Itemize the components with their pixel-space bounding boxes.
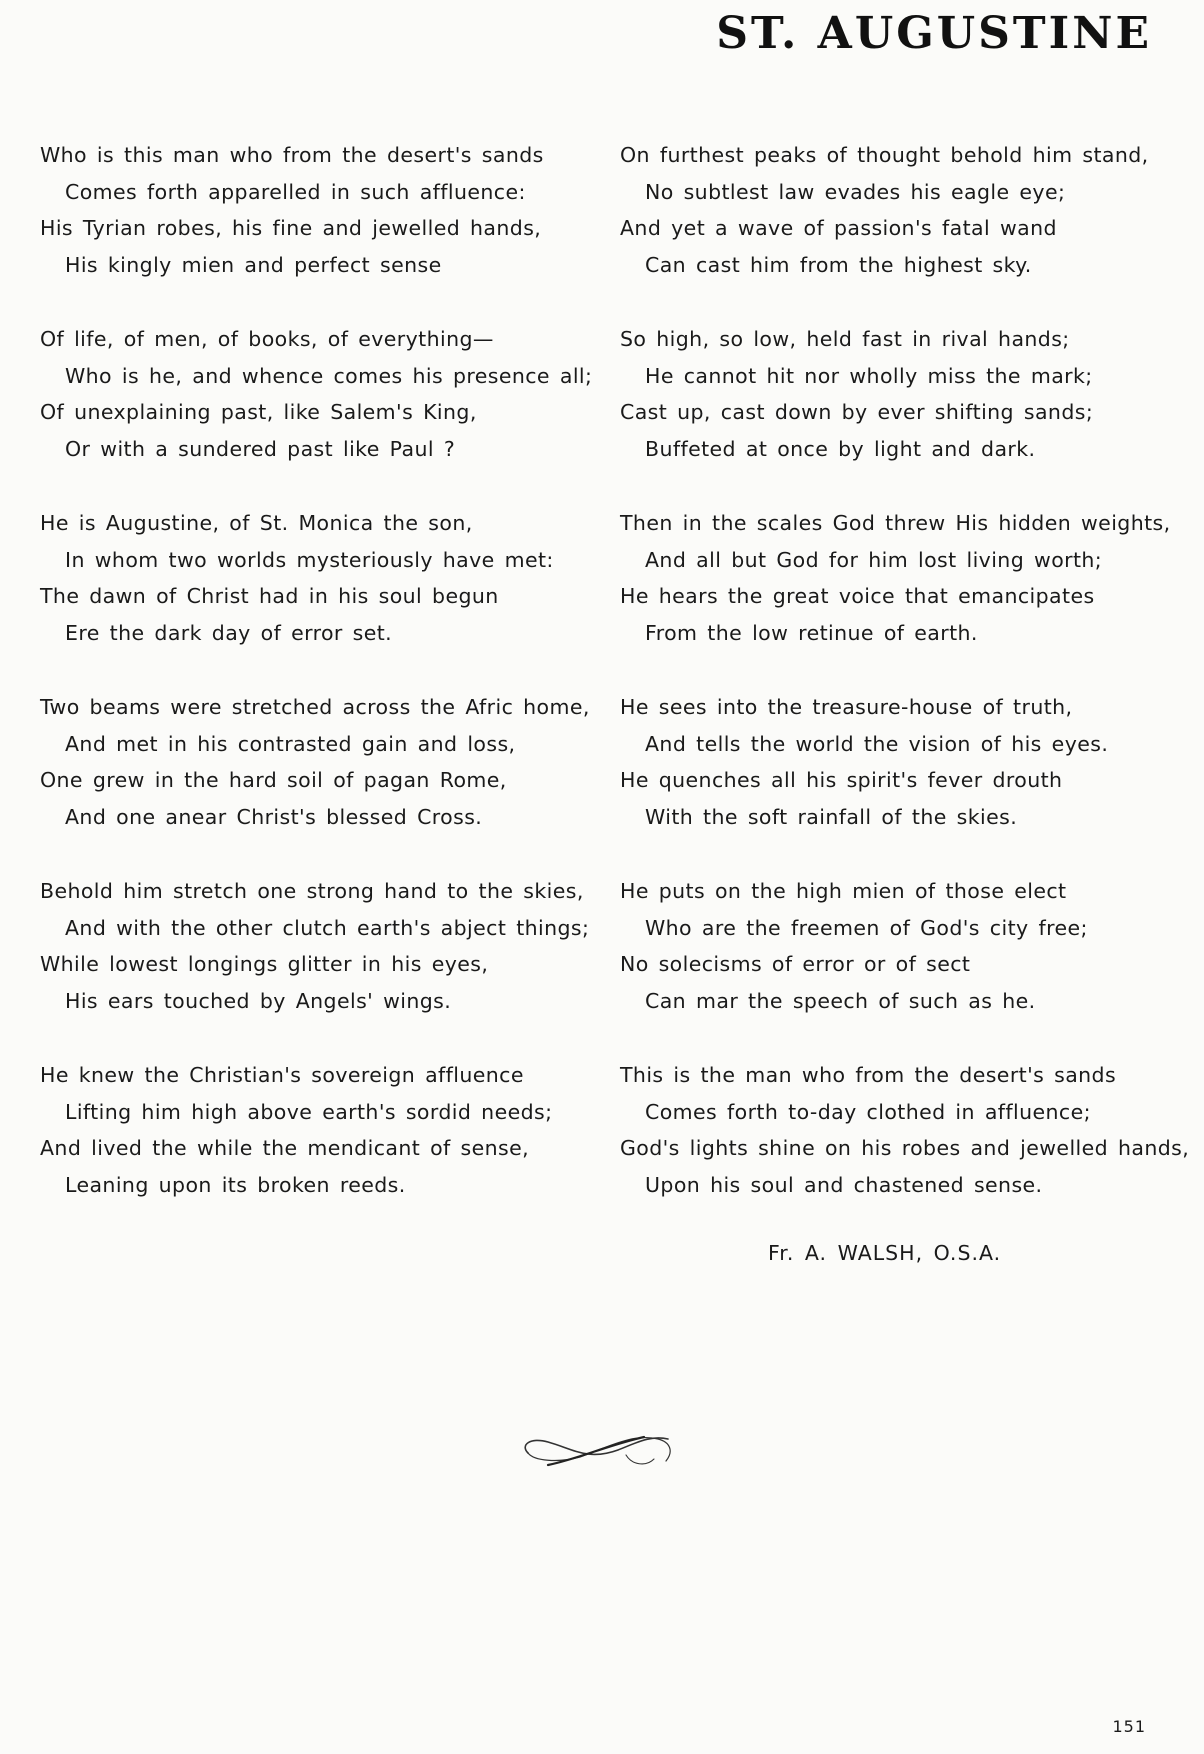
poem-line: Behold him stretch one strong hand to the skies, xyxy=(40,879,584,903)
poem-line: God's lights shine on his robes and jewelled hands, xyxy=(620,1136,1190,1160)
poem-line: He cannot hit nor wholly miss the mark; xyxy=(645,363,1093,388)
stanza xyxy=(40,1057,600,1203)
poem-line: No subtlest law evades his eagle eye; xyxy=(645,179,1066,204)
poem-line: Can cast him from the highest sky. xyxy=(645,252,1032,277)
poem-line: Who is he, and whence comes his presence all; xyxy=(65,363,593,388)
poem-line: While lowest longings glitter in his eyes, xyxy=(40,952,489,976)
poem-column-right xyxy=(620,137,1190,1241)
poem-line: Cast up, cast down by ever shifting sands; xyxy=(620,400,1094,424)
stanza xyxy=(40,689,600,835)
page-title: ST. AUGUSTINE xyxy=(716,8,1152,59)
poem-line: He hears the great voice that emancipates xyxy=(620,584,1095,608)
poem-line: From the low retinue of earth. xyxy=(645,620,978,645)
poem-line: With the soft rainfall of the skies. xyxy=(645,804,1018,829)
poem-line: And one anear Christ's blessed Cross. xyxy=(65,804,483,829)
poem-line: He quenches all his spirit's fever drouth xyxy=(620,768,1063,792)
stanza xyxy=(620,1057,1190,1203)
author-signature: Fr. A. WALSH, O.S.A. xyxy=(768,1241,1002,1265)
poem-line: Or with a sundered past like Paul ? xyxy=(65,436,456,461)
poem-line: Who are the freemen of God's city free; xyxy=(645,915,1088,940)
poem-column-left xyxy=(40,137,600,1241)
poem-line: And met in his contrasted gain and loss, xyxy=(65,731,516,756)
poem-line: Then in the scales God threw His hidden weights, xyxy=(620,511,1171,535)
poem-line: Who is this man who from the desert's sands xyxy=(40,143,544,167)
poem-line: He sees into the treasure-house of truth, xyxy=(620,695,1073,719)
flourish-ornament-icon xyxy=(518,1425,678,1475)
stanza xyxy=(40,505,600,651)
stanza xyxy=(620,873,1180,1019)
poem-line: So high, so low, held fast in rival hands; xyxy=(620,327,1070,351)
poem-line: And yet a wave of passion's fatal wand xyxy=(620,216,1057,240)
poem-line: And with the other clutch earth's abject things; xyxy=(65,915,590,940)
poem-line: Ere the dark day of error set. xyxy=(65,620,393,645)
stanza xyxy=(620,321,1180,467)
poem-line: Upon his soul and chastened sense. xyxy=(645,1172,1043,1197)
poem-line: Comes forth apparelled in such affluence: xyxy=(65,179,526,204)
stanza xyxy=(40,137,600,283)
poem-line: Comes forth to-day clothed in affluence; xyxy=(645,1099,1091,1124)
poem-line: The dawn of Christ had in his soul begun xyxy=(40,584,499,608)
poem-line: And all but God for him lost living worth; xyxy=(645,547,1103,572)
poem-line: This is the man who from the desert's sands xyxy=(620,1063,1117,1087)
poem-line: He knew the Christian's sovereign affluence xyxy=(40,1063,524,1087)
poem-line: Buffeted at once by light and dark. xyxy=(645,436,1036,461)
poem-line: On furthest peaks of thought behold him stand, xyxy=(620,143,1149,167)
page-number: 151 xyxy=(1112,1717,1146,1736)
poem-line: Lifting him high above earth's sordid needs; xyxy=(65,1099,553,1124)
poem-line: Leaning upon its broken reeds. xyxy=(65,1172,406,1197)
poem-line: Of life, of men, of books, of everything— xyxy=(40,327,494,351)
stanza xyxy=(40,873,600,1019)
poem-line: His Tyrian robes, his fine and jewelled hands, xyxy=(40,216,542,240)
poem-line: Two beams were stretched across the Afric home, xyxy=(40,695,590,719)
poem-line: And lived the while the mendicant of sense, xyxy=(40,1136,530,1160)
stanza xyxy=(620,137,1180,283)
poem-line: In whom two worlds mysteriously have met: xyxy=(65,547,554,572)
poem-line: His kingly mien and perfect sense xyxy=(65,252,442,277)
poem-line: He puts on the high mien of those elect xyxy=(620,879,1067,903)
poem-line: His ears touched by Angels' wings. xyxy=(65,988,452,1013)
poem-line: Of unexplaining past, like Salem's King, xyxy=(40,400,477,424)
poem-line: And tells the world the vision of his eyes. xyxy=(645,731,1109,756)
poem-line: One grew in the hard soil of pagan Rome, xyxy=(40,768,507,792)
poem-line: No solecisms of error or of sect xyxy=(620,952,971,976)
poem-line: Can mar the speech of such as he. xyxy=(645,988,1036,1013)
stanza xyxy=(620,689,1180,835)
stanza xyxy=(40,321,600,467)
poem-line: He is Augustine, of St. Monica the son, xyxy=(40,511,473,535)
stanza xyxy=(620,505,1180,651)
